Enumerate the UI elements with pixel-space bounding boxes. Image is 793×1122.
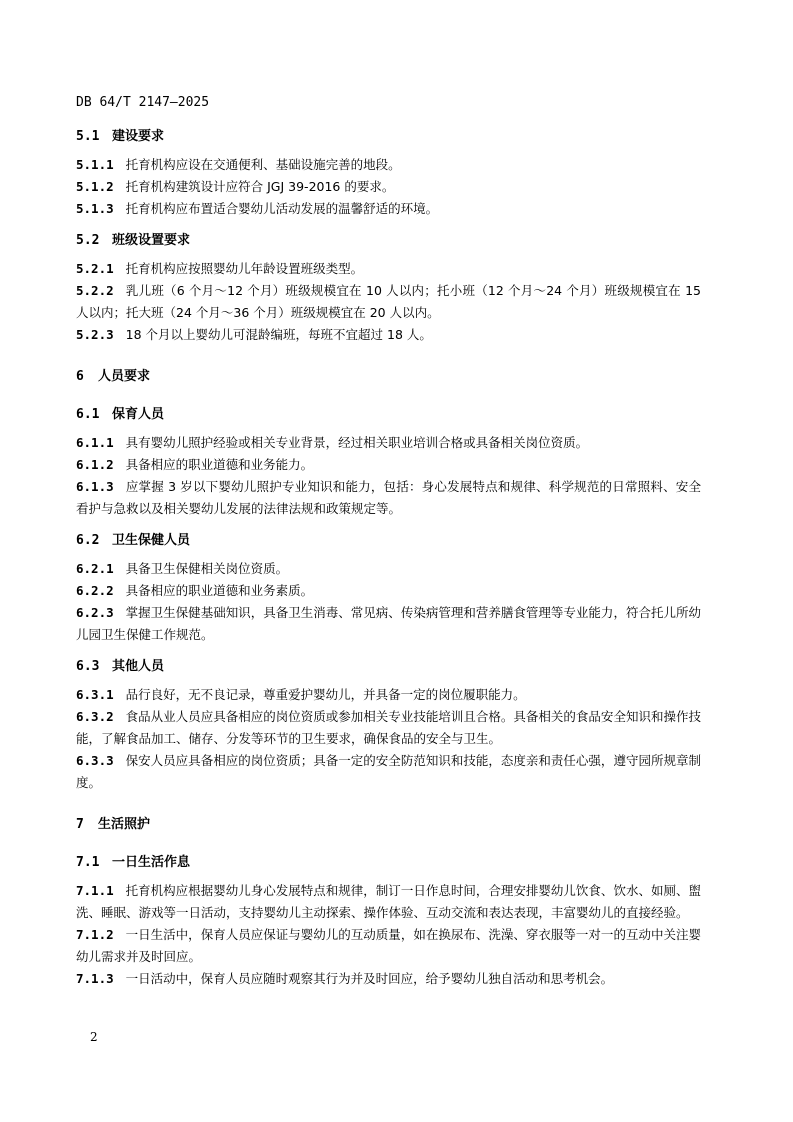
heading-number: 6 xyxy=(76,369,84,384)
clause-text: 乳儿班（6 个月～12 个月）班级规模宜在 10 人以内；托小班（12 个月～24 个月）班级规模宜在 15 人以内；托大班（24 个月～36 个月）班级规模宜在 20 人以内。 xyxy=(76,283,701,320)
clause-text: 托育机构建筑设计应符合 JGJ 39-2016 的要求。 xyxy=(125,179,395,194)
heading-number: 6.2 xyxy=(76,533,100,548)
section-heading xyxy=(76,532,701,550)
clause-number: 6.2.1 xyxy=(76,561,114,576)
chapter-heading xyxy=(76,816,701,834)
clause-text: 具备相应的职业道德和业务能力。 xyxy=(125,457,314,472)
clause-text: 食品从业人员应具备相应的岗位资质或参加相关专业技能培训且合格。具备相关的食品安全知识和操作技能，了解食品加工、储存、分发等环节的卫生要求，确保食品的安全与卫生。 xyxy=(76,709,701,746)
clause-number: 5.2.3 xyxy=(76,327,114,342)
heading-title: 卫生保健人员 xyxy=(112,533,191,548)
page-number: 2 xyxy=(90,1030,98,1044)
heading-number: 6.3 xyxy=(76,659,100,674)
clause-text: 具备相应的职业道德和业务素质。 xyxy=(125,583,314,598)
clause-number: 6.2.3 xyxy=(76,605,114,620)
section-heading xyxy=(76,128,701,146)
clause-paragraph xyxy=(76,684,701,706)
clause-number: 6.1.1 xyxy=(76,435,114,450)
clause-text: 托育机构应布置适合婴幼儿活动发展的温馨舒适的环境。 xyxy=(125,201,439,216)
heading-number: 7 xyxy=(76,817,84,832)
clause-paragraph xyxy=(76,258,701,280)
clause-paragraph xyxy=(76,580,701,602)
document-header: DB 64/T 2147—2025 xyxy=(76,95,210,110)
clause-text: 掌握卫生保健基础知识，具备卫生消毒、常见病、传染病管理和营养膳食管理等专业能力，符合托儿所幼儿园卫生保健工作规范。 xyxy=(76,605,701,642)
clause-paragraph xyxy=(76,750,701,794)
clause-number: 5.1.2 xyxy=(76,179,114,194)
clause-number: 7.1.1 xyxy=(76,883,114,898)
clause-number: 7.1.2 xyxy=(76,927,114,942)
clause-paragraph xyxy=(76,454,701,476)
clause-paragraph xyxy=(76,558,701,580)
clause-paragraph xyxy=(76,968,701,990)
heading-title: 生活照护 xyxy=(98,817,151,832)
clause-paragraph xyxy=(76,432,701,454)
clause-number: 6.1.3 xyxy=(76,479,114,494)
clause-number: 6.1.2 xyxy=(76,457,114,472)
chapter-heading xyxy=(76,368,701,386)
heading-title: 班级设置要求 xyxy=(112,233,191,248)
heading-title: 一日生活作息 xyxy=(112,855,191,870)
clause-paragraph xyxy=(76,324,701,346)
clause-number: 6.3.3 xyxy=(76,753,114,768)
clause-number: 6.2.2 xyxy=(76,583,114,598)
heading-title: 人员要求 xyxy=(98,369,151,384)
clause-text: 一日生活中，保育人员应保证与婴幼儿的互动质量，如在换尿布、洗澡、穿衣服等一对一的互动中关注婴幼儿需求并及时回应。 xyxy=(76,927,701,964)
heading-title: 保育人员 xyxy=(112,407,165,422)
clause-text: 托育机构应按照婴幼儿年龄设置班级类型。 xyxy=(125,261,364,276)
heading-number: 5.2 xyxy=(76,233,100,248)
clause-text: 应掌握 3 岁以下婴幼儿照护专业知识和能力，包括：身心发展特点和规律、科学规范的日常照料、安全看护与急救以及相关婴幼儿发展的法律法规和政策规定等。 xyxy=(76,479,701,516)
section-heading xyxy=(76,658,701,676)
document-body xyxy=(76,128,701,990)
clause-number: 7.1.3 xyxy=(76,971,114,986)
clause-paragraph xyxy=(76,924,701,968)
clause-number: 5.2.2 xyxy=(76,283,114,298)
clause-text: 一日活动中，保育人员应随时观察其行为并及时回应，给予婴幼儿独自活动和思考机会。 xyxy=(125,971,614,986)
clause-paragraph xyxy=(76,602,701,646)
section-heading xyxy=(76,232,701,250)
clause-text: 18 个月以上婴幼儿可混龄编班，每班不宜超过 18 人。 xyxy=(125,327,432,342)
clause-text: 品行良好，无不良记录，尊重爱护婴幼儿，并具备一定的岗位履职能力。 xyxy=(125,687,526,702)
clause-text: 具有婴幼儿照护经验或相关专业背景，经过相关职业培训合格或具备相关岗位资质。 xyxy=(125,435,589,450)
clause-text: 托育机构应设在交通便利、基础设施完善的地段。 xyxy=(125,157,401,172)
section-heading xyxy=(76,406,701,424)
clause-paragraph xyxy=(76,176,701,198)
clause-number: 5.1.3 xyxy=(76,201,114,216)
section-heading xyxy=(76,854,701,872)
clause-number: 5.2.1 xyxy=(76,261,114,276)
clause-paragraph xyxy=(76,154,701,176)
heading-number: 7.1 xyxy=(76,855,100,870)
clause-number: 6.3.2 xyxy=(76,709,114,724)
clause-paragraph xyxy=(76,706,701,750)
clause-number: 5.1.1 xyxy=(76,157,114,172)
heading-title: 其他人员 xyxy=(112,659,165,674)
heading-number: 5.1 xyxy=(76,129,100,144)
clause-text: 托育机构应根据婴幼儿身心发展特点和规律，制订一日作息时间，合理安排婴幼儿饮食、饮水、如厕、盥洗、睡眠、游戏等一日活动，支持婴幼儿主动探索、操作体验、互动交流和表达表现，丰富婴幼儿的直接经验。 xyxy=(76,883,701,920)
clause-text: 保安人员应具备相应的岗位资质；具备一定的安全防范知识和技能，态度亲和责任心强，遵守园所规章制度。 xyxy=(76,753,701,790)
clause-number: 6.3.1 xyxy=(76,687,114,702)
heading-title: 建设要求 xyxy=(112,129,165,144)
clause-paragraph xyxy=(76,280,701,324)
heading-number: 6.1 xyxy=(76,407,100,422)
clause-paragraph xyxy=(76,198,701,220)
clause-paragraph xyxy=(76,476,701,520)
clause-paragraph xyxy=(76,880,701,924)
clause-text: 具备卫生保健相关岗位资质。 xyxy=(125,561,289,576)
